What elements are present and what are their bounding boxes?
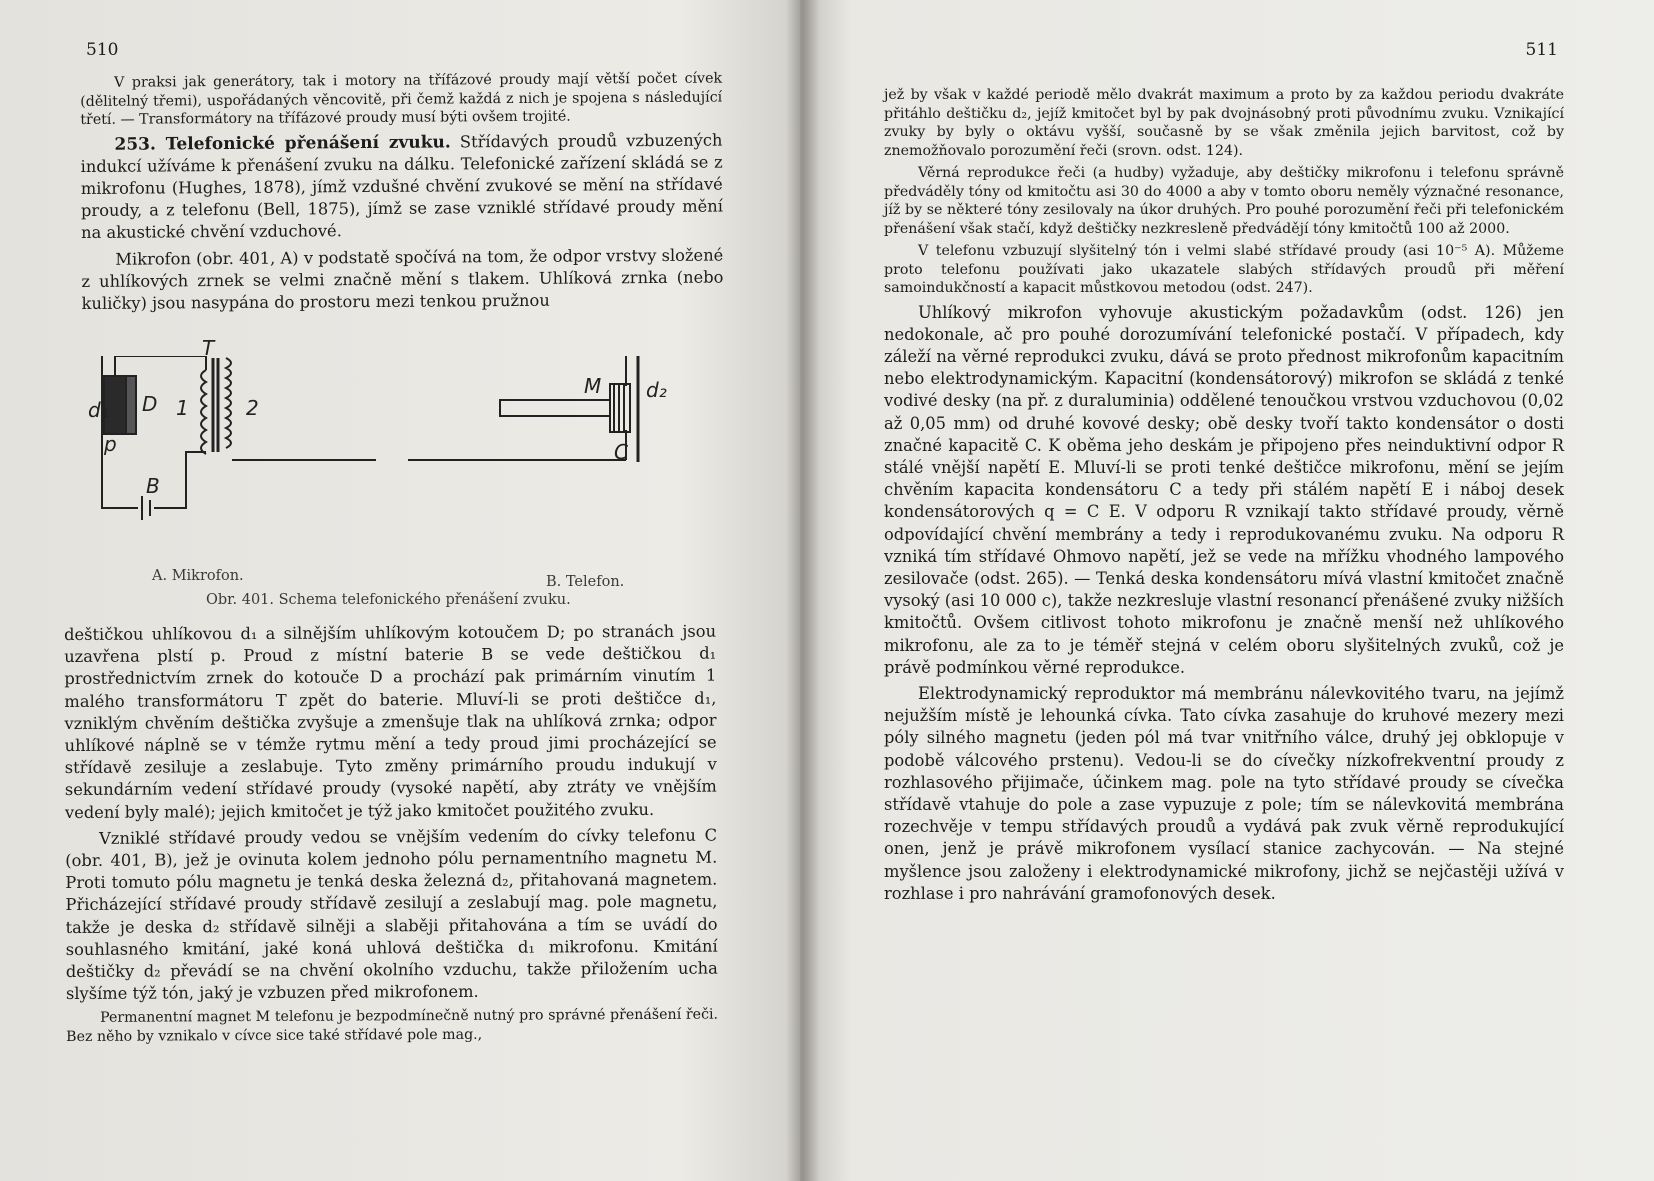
paragraph: deštičkou uhlíkovou d₁ a silnějším uhlíkovým kotoučem D; po stranách jsou uzavřena plstí p. Proud z místní baterie B se vede deštičkou d₁ prostřednictvím zrnek do kotouče D a prochází pak primárním vinutím 1 malého transformátoru T zpět do baterie. Mluví-li se proti deštičce d₁, vzniklým chvěním deštička zvyšuje a zmenšuje tlak na uhlíková zrnka; odpor uhlíkové náplně se v témže rytmu mění a tedy proud jimi procházející se střídavě zesiluje a zeslabuje. Tyto změny primárního proudu indukují v sekundárním vedení střídavé proudy (vysoké napětí, aby ztráty ve vnějším vedení byly malé); jejich kmitočet je týž jako kmitočet použitého zvuku. <box>64 621 717 822</box>
paragraph-text: Střídavých proudů vzbuzených indukcí užíváme k přenášení zvuku na dálku. Telefonické zařízení skládá se z mikrofonu (Hughes, 1878), jímž vzdušné chvění zvukové se mění na střídavé proudy, a z telefonu (Bell, 1875), jímž se zase vzniklé střídavé proudy mění na akustické chvění vzduchové. <box>80 130 724 243</box>
label-d2: d₂ <box>646 378 667 402</box>
paragraph: Věrná reprodukce řeči (a hudby) vyžaduje, aby deštičky mikrofonu i telefonu správně předváděly tóny od kmitočtu asi 30 do 4000 a aby v tomto oboru neměly význačné resonance, jíž by se některé tóny zesilovaly na úkor druhých. Pro pouhé porozumění řeči při telefonickém přenášení však stačí, když deštičky nezkresleně předvádějí tóny kmitočtů 100 až 2000. <box>884 165 1564 237</box>
label-p: p <box>104 432 117 456</box>
paragraph: Elektrodynamický reproduktor má membránu nálevkovitého tvaru, na jejímž nejužším místě je lehounká cívka. Tato cívka zasahuje do kruhové mezery mezi póly silného magnetu (jeden pól má tvar vnitřního válce, druhý jej obklopuje v podobě válcového prstenu). Vedou-li se do cívečky nízkofrekventní proudy z rozhlasového přijimače, účinkem mag. pole na tyto střídavé proudy se cívečka střídavě vtahuje do pole a zase vypuzuje z pole; tím se nálevkovitá membrána rozechvěje v tempu střídavých proudů a vydává pak zvuk věrně reprodukující onen, jenž je právě mikrofonem vysílací stanice zachycován. — Na stejné myšlence jsou založeny i elektrodynamické mikrofony, jichž se nejčastěji užívá v rozhlase i pro nahrávání gramofonových desek. <box>884 683 1564 903</box>
carbon-plate-d1 <box>126 376 136 434</box>
book-gutter <box>786 0 820 1181</box>
page-number-left: 510 <box>86 40 119 60</box>
caption-b: B. Telefon. <box>546 574 625 590</box>
paragraph: Permanentní magnet M telefonu je bezpodmínečně nutný pro správné přenášení řeči. Bez něho by vznikalo v cívce sice také střídavé pole mag., <box>66 1007 719 1045</box>
primary-coil <box>201 370 206 454</box>
circuit-diagram <box>86 356 726 556</box>
paragraph: V telefonu vzbuzují slyšitelný tón i velmi slabé střídavé proudy (asi 10⁻⁵ A). Můžeme proto telefonu používati jako ukazatele slabých střídavých proudů při měření samoindukčností a kapacit můstkovou metodou (odst. 247). <box>884 243 1564 296</box>
paragraph: V praksi jak generátory, tak i motory na třífázové proudy mají větší počet cívek (dělitelný třemi), uspořádaných věncovitě, při čemž každá z nich je spojena s následující třetí. — Transformátory na třífázové proudy musí býti ovšem trojité. <box>80 70 723 128</box>
figure-401 <box>86 336 726 618</box>
paragraph: Mikrofon (obr. 401, A) v podstatě spočívá na tom, že odpor vrstvy složené z uhlíkových zrnek se velmi značně mění s tlakem. Uhlíková zrnka (nebo kuličky) jsou nasypána do prostoru mezi tenkou pružnou <box>81 245 724 313</box>
label-coil-2: 2 <box>246 396 259 420</box>
section-heading: 253. Telefonické přenášení zvuku. <box>114 131 451 155</box>
right-text <box>884 86 1564 905</box>
paragraph: Uhlíkový mikrofon vyhovuje akustickým požadavkům (odst. 126) jen nedokonale, ač pro pouhé dorozumívání telefonické postačí. V případech, kdy záleží na věrné reprodukci zvuku, dává se proto přednost mikrofonům kapacitním nebo elektrodynamickým. Kapacitní (kondensátorový) mikrofon se skládá z tenké vodivé desky (na př. z duraluminia) oddělené tenoučkou vrstvou vzduchovou (0,02 až 0,05 mm) od druhé kovové desky; obě desky tvoří takto kondensátor o dosti značné kapacitě C. K oběma jeho deskám je připojeno přes neinduktivní odpor R stálé vnější napětí E. Mluví-li se proti tenké deštičce mikrofonu, mění se jejím chvěním kapacita kondensátoru C a tedy při stálém napětí E i náboj desek kondensátorových q = C E. V odporu R vznikají takto střídavé proudy, věrně odpovídající chvění membrány a tedy i reprodukovanému zvuku. Na odporu R vzniká tím střídavé Ohmovo napětí, jež se vede na mřížku vhodného lampového zesilovače (odst. 265). — Tenká deska kondensátoru mívá vlastní kmitočet značně vysoký (asi 10 000 c), takže nezkresluje vlastní resonancí přenášené zvuky nižších kmitočtů. Ovšem citlivost tohoto mikrofonu je značně menší než uhlíkového mikrofonu, ale za to je téměř stejná v celém oboru slyšitelných zvuků, což je právě podmínkou věrné reprodukce. <box>884 302 1564 677</box>
secondary-coil <box>226 358 231 448</box>
label-d1: d₁ <box>88 398 109 422</box>
paragraph: jež by však v každé periodě mělo dvakrát maximum a proto by za každou periodu dvakráte přitáhlo deštičku d₂, jejíž kmitočet byl by pak dvojnásobný proti původnímu zvuku. Vznikající zvuky by byly o oktávu vyšší, současně by se však změnila jejich barvitost, což by znemožňovalo porozumění řeči (srovn. odst. 124). <box>884 87 1564 159</box>
left-top-text <box>80 70 724 316</box>
label-b: B <box>146 474 160 498</box>
page-number-right: 511 <box>1525 40 1558 60</box>
right-page <box>800 0 1654 1181</box>
label-t: T <box>202 336 215 360</box>
figure-caption: Obr. 401. Schema telefonického přenášení zvuku. <box>206 592 571 608</box>
label-m: M <box>584 374 602 398</box>
left-bottom-text <box>64 621 718 1047</box>
label-coil-1: 1 <box>176 396 189 420</box>
left-page <box>0 0 800 1181</box>
caption-a: A. Mikrofon. <box>152 568 244 584</box>
label-d: D <box>142 392 158 416</box>
paragraph: Vzniklé střídavé proudy vedou se vnějším vedením do cívky telefonu C (obr. 401, B), jež je ovinuta kolem jednoho pólu pernamentního magnetu M. Proti tomuto pólu magnetu je tenká deska železná d₂, přitahovaná magnetem. Přicházející střídavé proudy střídavě zesilují a zeslabují mag. pole magnetu, takže je deska d₂ střídavě silněji a slaběji přitahována a tím se uvádí do souhlasného kmitání, jaké koná uhlová deštička d₁ mikrofonu. Kmitání deštičky d₂ převádí se na chvění okolního vzduchu, takže přiložením ucha slyšíme týž tón, jaký je vzbuzen před mikrofonem. <box>65 825 718 1004</box>
label-c: C <box>614 440 628 464</box>
paragraph <box>80 129 723 244</box>
permanent-magnet-m <box>500 400 610 416</box>
